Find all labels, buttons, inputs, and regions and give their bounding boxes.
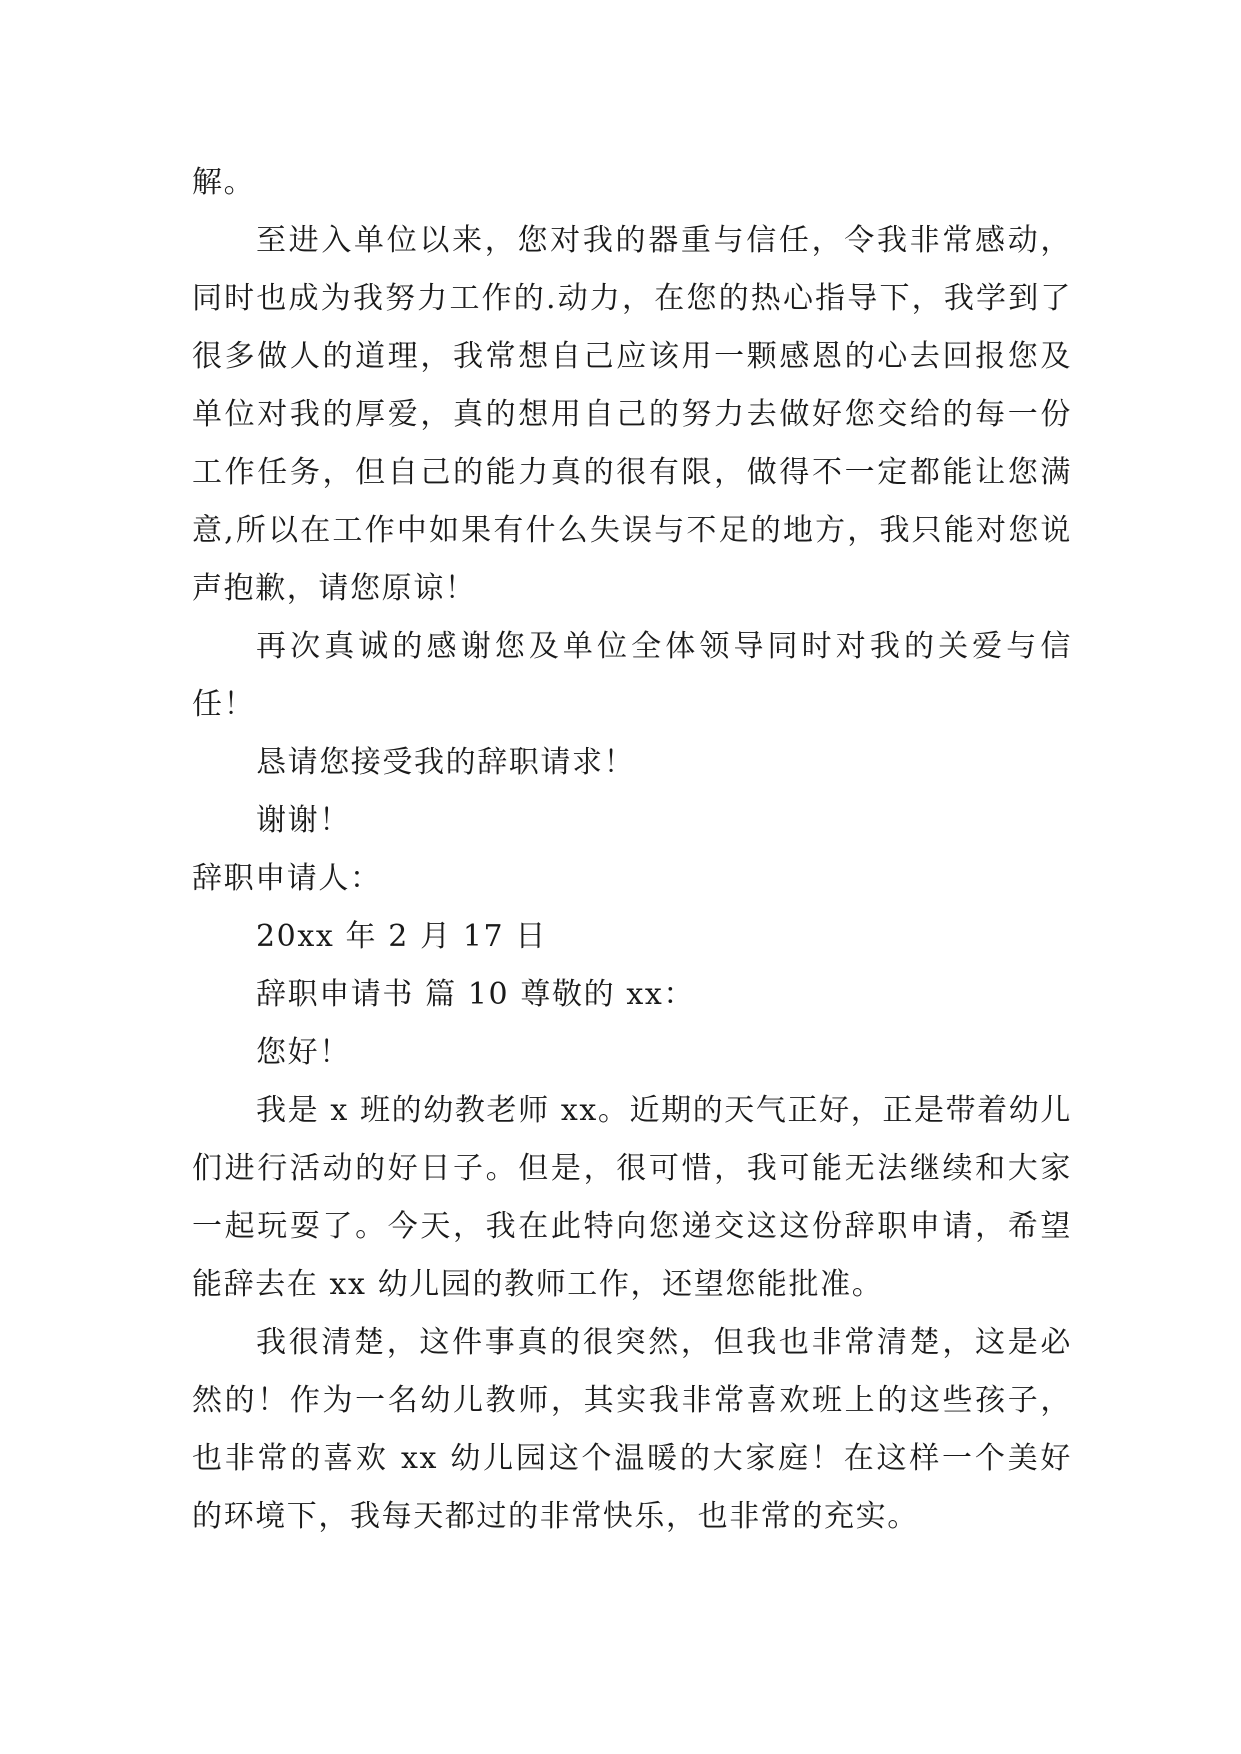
- paragraph-thank-you: 谢谢！: [256, 803, 351, 838]
- paragraph-request: 恳请您接受我的辞职请求！: [256, 745, 636, 780]
- paragraph-gratitude: 至进入单位以来，您对我的器重与信任，令我非常感动，同时也成为我努力工作的.动力，在您的热心指导下，我学到了很多做人的道理，我常想自己应该用一颗感恩的心去回报您及单位对我的厚爱，真的想用自己的努力去做好您交给的每一份工作任务，但自己的能力真的很有限，做得不一定都能让您满意,所以在工作中如果有什么失误与不足的地方，我只能对您说声抱歉，请您原谅！: [192, 223, 1072, 606]
- paragraph-reason: 我很清楚，这件事真的很突然，但我也非常清楚，这是必然的！作为一名幼儿教师，其实我非常喜欢班上的这些孩子，也非常的喜欢 xx 幼儿园这个温暖的大家庭！在这样一个美好的环境下，我每天都过的非常快乐，也非常的充实。: [192, 1325, 1072, 1534]
- document-body: [192, 154, 1072, 1546]
- paragraph-continuation: 解。: [192, 165, 256, 200]
- signature-date: 20xx 年 2 月 17 日: [256, 919, 547, 954]
- section-heading: 辞职申请书 篇 10 尊敬的 xx：: [256, 977, 695, 1012]
- paragraph-intro: 我是 x 班的幼教老师 xx。近期的天气正好，正是带着幼儿们进行活动的好日子。但是，很可惜，我可能无法继续和大家一起玩耍了。今天，我在此特向您递交这这份辞职申请，希望能辞去在 xx 幼儿园的教师工作，还望您能批准。: [192, 1093, 1072, 1302]
- paragraph-thanks-again: 再次真诚的感谢您及单位全体领导同时对我的关爱与信任！: [192, 629, 1072, 722]
- signature-label: 辞职申请人：: [192, 861, 382, 896]
- greeting: 您好！: [256, 1035, 351, 1070]
